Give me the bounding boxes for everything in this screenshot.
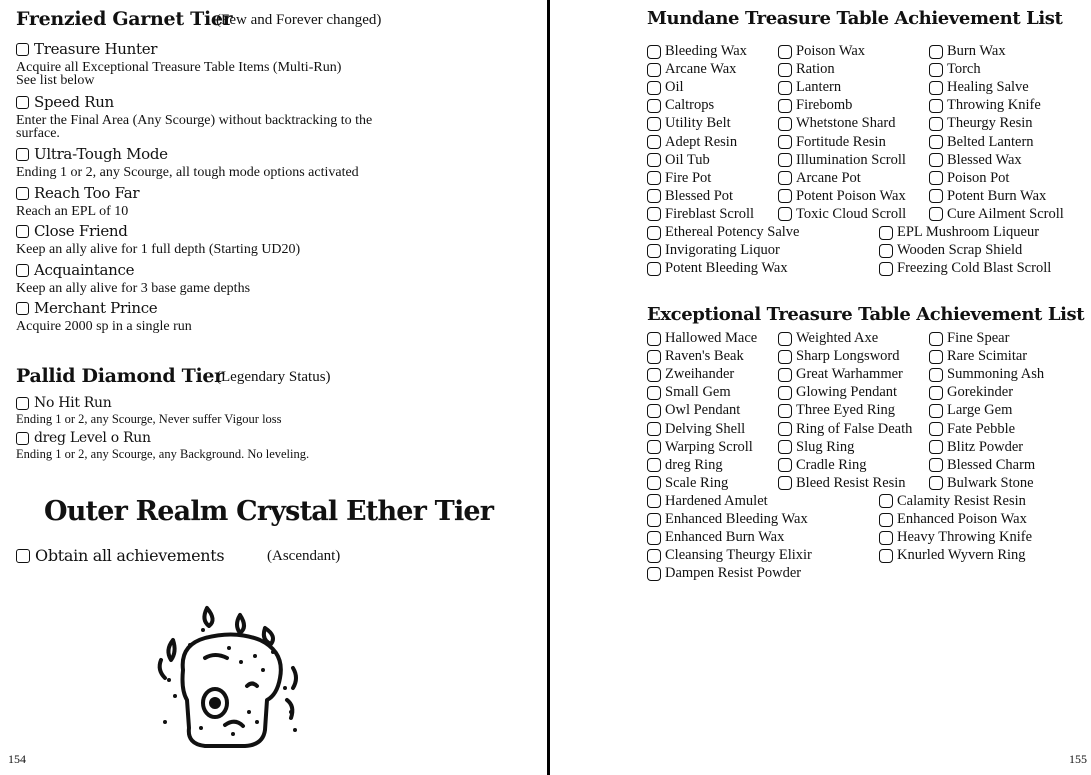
checkbox-icon[interactable]: [778, 207, 792, 221]
checkbox-icon[interactable]: [929, 45, 943, 59]
checklist-item[interactable]: [778, 348, 900, 365]
checklist-item-label: Illumination Scroll: [796, 151, 906, 168]
achievement-item: [16, 395, 111, 411]
checkbox-icon[interactable]: [16, 264, 29, 277]
checkbox-icon[interactable]: [16, 43, 29, 56]
achievement-item: [16, 430, 151, 446]
checklist-item[interactable]: [647, 115, 731, 132]
outer-achievement-label: Obtain all achievements: [35, 546, 225, 565]
checkbox-icon[interactable]: [879, 244, 893, 258]
checklist-item-label: Poison Wax: [796, 43, 866, 59]
checklist-item[interactable]: [929, 79, 1029, 96]
outer-achievement: [16, 546, 224, 565]
checklist-item[interactable]: [647, 384, 731, 401]
checklist-item-label: Adept Resin: [665, 133, 738, 150]
checkbox-icon[interactable]: [778, 476, 792, 490]
checklist-item[interactable]: [647, 224, 799, 241]
checklist-item[interactable]: [929, 61, 981, 78]
checkbox-icon[interactable]: [879, 513, 893, 527]
checkbox-icon[interactable]: [929, 153, 943, 167]
checkbox-icon[interactable]: [647, 207, 661, 221]
checklist-item-label: Invigorating Liquor: [665, 242, 780, 259]
checklist-item[interactable]: [929, 43, 1006, 60]
achievement-item: [16, 93, 114, 111]
checkbox-icon[interactable]: [647, 332, 661, 346]
checkbox-icon[interactable]: [778, 189, 792, 203]
page-number-right: 155: [1069, 752, 1087, 766]
checkbox-icon[interactable]: [778, 45, 792, 59]
achievement-description: Acquire all Exceptional Treasure Table Items (Multi-Run): [16, 60, 342, 75]
checklist-item-label: Blessed Pot: [665, 187, 734, 204]
checklist-item-label: Potent Bleeding Wax: [665, 260, 788, 277]
checkbox-icon[interactable]: [778, 332, 792, 346]
achievement-name: Close Friend: [34, 222, 128, 240]
checklist-item-label: Wooden Scrap Shield: [897, 242, 1023, 259]
checkbox-icon[interactable]: [647, 386, 661, 400]
checklist-item-label: Freezing Cold Blast Scroll: [897, 260, 1052, 277]
checkbox-icon[interactable]: [647, 494, 661, 508]
checklist-item[interactable]: [647, 475, 728, 492]
checkbox-icon[interactable]: [778, 440, 792, 454]
checklist-item[interactable]: [929, 348, 1027, 365]
checklist-item[interactable]: [879, 493, 1026, 510]
checkbox-icon[interactable]: [929, 81, 943, 95]
checklist-item-label: Large Gem: [947, 402, 1013, 419]
checkbox-icon[interactable]: [647, 99, 661, 113]
checklist-item-label: Weighted Axe: [796, 330, 879, 346]
checklist-item[interactable]: [778, 134, 886, 151]
checklist-item-label: Great Warhammer: [796, 366, 903, 383]
checklist-item-label: Hallowed Mace: [665, 330, 758, 346]
exceptional-list-title: Exceptional Treasure Table Achievement List: [647, 304, 1085, 325]
achievement-item: [16, 40, 157, 58]
checkbox-icon[interactable]: [647, 81, 661, 95]
checklist-item-label: Potent Burn Wax: [947, 187, 1047, 204]
checklist-item[interactable]: [929, 330, 1009, 347]
checkbox-icon[interactable]: [879, 549, 893, 563]
checklist-item-label: Oil Tub: [665, 151, 710, 168]
checklist-item[interactable]: [929, 115, 1033, 132]
checklist-item-label: Burn Wax: [947, 43, 1006, 59]
checklist-item-label: Calamity Resist Resin: [897, 492, 1026, 509]
achievement-name: Acquaintance: [34, 261, 135, 279]
checkbox-icon[interactable]: [778, 458, 792, 472]
achievement-description: Enter the Final Area (Any Scourge) without backtracking to the: [16, 113, 373, 128]
checklist-item-label: Ethereal Potency Salve: [665, 224, 800, 240]
checklist-item-label: Rare Scimitar: [947, 348, 1028, 365]
frenzied-tier-subtitle: (Few and Forever changed): [216, 12, 382, 28]
checklist-item[interactable]: [778, 115, 895, 132]
checkbox-icon[interactable]: [647, 226, 661, 240]
checklist-item[interactable]: [929, 188, 1046, 205]
checklist-item[interactable]: [929, 457, 1035, 474]
checkbox-icon[interactable]: [879, 262, 893, 276]
checkbox-icon[interactable]: [647, 244, 661, 258]
checklist-item-label: Utility Belt: [665, 115, 731, 132]
checkbox-icon[interactable]: [929, 171, 943, 185]
checklist-item-label: Cradle Ring: [796, 456, 867, 473]
checklist-item-label: Hardened Amulet: [665, 492, 768, 509]
checklist-item-label: Ration: [796, 61, 835, 78]
checklist-item[interactable]: [647, 97, 714, 114]
checklist-item[interactable]: [778, 384, 897, 401]
checkbox-icon[interactable]: [929, 189, 943, 203]
checkbox-icon[interactable]: [929, 332, 943, 346]
checklist-item[interactable]: [647, 529, 784, 546]
mundane-list-title: Mundane Treasure Table Achievement List: [647, 8, 1063, 29]
checklist-item-label: Fireblast Scroll: [665, 205, 755, 222]
checklist-item-label: Fortitude Resin: [796, 133, 886, 150]
checkbox-icon[interactable]: [929, 368, 943, 382]
checklist-item[interactable]: [879, 242, 1022, 259]
checklist-item-label: Heavy Throwing Knife: [897, 529, 1033, 546]
checklist-item[interactable]: [647, 43, 747, 60]
checkbox-icon[interactable]: [929, 135, 943, 149]
checkbox-icon[interactable]: [929, 386, 943, 400]
checkbox-icon[interactable]: [647, 63, 661, 77]
checklist-item[interactable]: [647, 206, 754, 223]
checklist-item-label: Bleeding Wax: [665, 43, 747, 59]
checkbox-icon[interactable]: [929, 404, 943, 418]
flaming-skull-icon: [145, 600, 320, 768]
checkbox-icon[interactable]: [647, 171, 661, 185]
achievement-name: No Hit Run: [34, 395, 112, 411]
checklist-item[interactable]: [647, 260, 788, 277]
checklist-item-label: Raven's Beak: [665, 348, 744, 365]
checkbox-icon[interactable]: [16, 549, 30, 563]
checkbox-icon[interactable]: [647, 567, 661, 581]
checkbox-icon[interactable]: [647, 476, 661, 490]
checkbox-icon[interactable]: [647, 440, 661, 454]
achievement-item: [16, 222, 128, 240]
pallid-tier-title: Pallid Diamond Tier: [16, 365, 224, 387]
checklist-item-label: Ring of False Death: [796, 420, 913, 437]
achievement-name: dreg Level o Run: [34, 430, 151, 446]
checklist-item-label: Firebomb: [796, 97, 853, 114]
checkbox-icon[interactable]: [16, 397, 29, 410]
checklist-item-label: Poison Pot: [947, 169, 1010, 186]
checklist-item[interactable]: [647, 366, 734, 383]
checklist-item[interactable]: [778, 457, 866, 474]
achievement-item: [16, 184, 139, 202]
checklist-item-label: Gorekinder: [947, 384, 1014, 401]
checklist-item[interactable]: [929, 97, 1041, 114]
achievement-item: [16, 299, 157, 317]
checklist-item-label: Caltrops: [665, 97, 715, 114]
checklist-item-label: Cleansing Theurgy Elixir: [665, 547, 812, 564]
checklist-item[interactable]: [647, 134, 737, 151]
achievement-description: Keep an ally alive for 3 base game depths: [16, 281, 251, 296]
achievement-name: Speed Run: [34, 93, 114, 111]
checkbox-icon[interactable]: [647, 422, 661, 436]
checklist-item-label: Toxic Cloud Scroll: [796, 205, 907, 222]
frenzied-tier-title: Frenzied Garnet Tier: [16, 8, 233, 30]
checkbox-icon[interactable]: [647, 153, 661, 167]
checklist-item[interactable]: [647, 457, 723, 474]
checkbox-icon[interactable]: [647, 45, 661, 59]
checklist-item[interactable]: [929, 134, 1034, 151]
checklist-item-label: Sharp Longsword: [796, 348, 900, 365]
checkbox-icon[interactable]: [879, 494, 893, 508]
checkbox-icon[interactable]: [778, 135, 792, 149]
checklist-item[interactable]: [778, 188, 906, 205]
checklist-item[interactable]: [879, 511, 1027, 528]
checklist-item[interactable]: [647, 511, 808, 528]
checkbox-icon[interactable]: [647, 513, 661, 527]
checkbox-icon[interactable]: [647, 350, 661, 364]
checklist-item[interactable]: [647, 547, 812, 564]
checklist-item[interactable]: [879, 547, 1026, 564]
achievement-name: Ultra-Tough Mode: [34, 145, 168, 163]
checkbox-icon[interactable]: [647, 531, 661, 545]
checkbox-icon[interactable]: [929, 440, 943, 454]
checklist-item-label: Fate Pebble: [947, 420, 1016, 437]
checklist-item-label: Enhanced Burn Wax: [665, 529, 785, 546]
pallid-tier-subtitle: (Legendary Status): [216, 369, 331, 385]
checkbox-icon[interactable]: [879, 531, 893, 545]
checklist-item[interactable]: [778, 61, 835, 78]
checkbox-icon[interactable]: [929, 476, 943, 490]
checklist-item[interactable]: [778, 170, 861, 187]
page-divider: [547, 0, 550, 775]
achievement-description: Ending 1 or 2, any Scourge, Never suffer Vigour loss: [16, 412, 282, 426]
checklist-item[interactable]: [647, 493, 768, 510]
checklist-item[interactable]: [879, 260, 1051, 277]
checklist-item-label: Healing Salve: [947, 79, 1029, 96]
checklist-item-label: Blitz Powder: [947, 438, 1024, 455]
achievement-description: surface.: [16, 126, 60, 141]
checklist-item-label: Bleed Resist Resin: [796, 474, 906, 491]
checkbox-icon[interactable]: [778, 153, 792, 167]
achievement-description: Keep an ally alive for 1 full depth (Starting UD20): [16, 242, 301, 257]
checkbox-icon[interactable]: [647, 117, 661, 131]
outer-tier-subtitle: (Ascendant): [267, 548, 341, 564]
checklist-item-label: Oil: [665, 79, 684, 96]
checklist-item-label: Fire Pot: [665, 169, 712, 186]
checkbox-icon[interactable]: [778, 386, 792, 400]
checklist-item[interactable]: [647, 348, 744, 365]
checkbox-icon[interactable]: [647, 189, 661, 203]
checklist-item-label: Knurled Wyvern Ring: [897, 547, 1026, 564]
checklist-item-label: Blessed Charm: [947, 456, 1036, 473]
checklist-item[interactable]: [647, 565, 801, 582]
checklist-item-label: Slug Ring: [796, 438, 855, 455]
checkbox-icon[interactable]: [778, 63, 792, 77]
checklist-item-label: Owl Pendant: [665, 402, 741, 419]
checklist-item[interactable]: [778, 475, 906, 492]
checklist-item[interactable]: [647, 330, 757, 347]
checklist-item[interactable]: [879, 529, 1032, 546]
checkbox-icon[interactable]: [16, 148, 29, 161]
checkbox-icon[interactable]: [929, 422, 943, 436]
checklist-item[interactable]: [778, 366, 903, 383]
checklist-item-label: Blessed Wax: [947, 151, 1022, 168]
checklist-item[interactable]: [778, 79, 841, 96]
checkbox-icon[interactable]: [647, 549, 661, 563]
checklist-item[interactable]: [647, 402, 740, 419]
checklist-item-label: Theurgy Resin: [947, 115, 1033, 132]
checkbox-icon[interactable]: [778, 171, 792, 185]
checkbox-icon[interactable]: [16, 96, 29, 109]
checklist-item[interactable]: [647, 170, 711, 187]
checkbox-icon[interactable]: [929, 117, 943, 131]
achievement-description: See list below: [16, 73, 95, 88]
checklist-item-label: Scale Ring: [665, 474, 729, 491]
checklist-item[interactable]: [778, 330, 878, 347]
checklist-item[interactable]: [778, 402, 895, 419]
checklist-item[interactable]: [778, 97, 852, 114]
checklist-item[interactable]: [929, 475, 1034, 492]
checklist-item[interactable]: [929, 421, 1015, 438]
checklist-item[interactable]: [929, 402, 1012, 419]
checklist-item[interactable]: [647, 439, 753, 456]
checklist-item-label: Throwing Knife: [947, 97, 1041, 114]
checklist-item[interactable]: [647, 421, 745, 438]
achievement-item: [16, 261, 134, 279]
checkbox-icon[interactable]: [929, 207, 943, 221]
checkbox-icon[interactable]: [929, 99, 943, 113]
checkbox-icon[interactable]: [16, 302, 29, 315]
checklist-item[interactable]: [879, 224, 1039, 241]
checkbox-icon[interactable]: [778, 117, 792, 131]
checklist-item-label: Enhanced Bleeding Wax: [665, 511, 808, 527]
right-page: [551, 0, 1091, 775]
checklist-item-label: Delving Shell: [665, 420, 746, 437]
checklist-item[interactable]: [778, 43, 865, 60]
checklist-item[interactable]: [778, 206, 906, 223]
checklist-item-label: Warping Scroll: [665, 438, 753, 455]
achievement-name: Treasure Hunter: [34, 40, 158, 58]
checklist-item-label: Glowing Pendant: [796, 384, 898, 401]
checkbox-icon[interactable]: [879, 226, 893, 240]
checkbox-icon[interactable]: [778, 350, 792, 364]
checklist-item[interactable]: [929, 152, 1022, 169]
checklist-item-label: dreg Ring: [665, 456, 723, 473]
checkbox-icon[interactable]: [647, 368, 661, 382]
achievement-description: Acquire 2000 sp in a single run: [16, 319, 192, 334]
checklist-item[interactable]: [778, 152, 906, 169]
achievement-name: Reach Too Far: [34, 184, 140, 202]
checkbox-icon[interactable]: [778, 422, 792, 436]
checklist-item[interactable]: [929, 384, 1013, 401]
checklist-item[interactable]: [929, 439, 1023, 456]
achievement-description: Ending 1 or 2, any Scourge, any Background. No leveling.: [16, 447, 310, 461]
checklist-item[interactable]: [929, 366, 1044, 383]
outer-tier-title: Outer Realm Crystal Ether Tier: [44, 496, 494, 527]
checklist-item-label: Arcane Pot: [796, 169, 861, 186]
checklist-item[interactable]: [929, 206, 1064, 223]
checklist-item[interactable]: [778, 421, 912, 438]
checklist-item-label: Enhanced Poison Wax: [897, 511, 1027, 527]
checkbox-icon[interactable]: [778, 81, 792, 95]
checkbox-icon[interactable]: [16, 225, 29, 238]
checkbox-icon[interactable]: [16, 432, 29, 445]
checklist-item-label: Torch: [947, 61, 981, 78]
checklist-item[interactable]: [647, 242, 780, 259]
checklist-item-label: Whetstone Shard: [796, 115, 896, 132]
checklist-item-label: EPL Mushroom Liqueur: [897, 224, 1040, 240]
checklist-item[interactable]: [647, 188, 733, 205]
checklist-item-label: Arcane Wax: [665, 61, 737, 78]
checklist-item-label: Summoning Ash: [947, 366, 1045, 383]
checklist-item-label: Zweihander: [665, 366, 735, 383]
checklist-item[interactable]: [647, 152, 710, 169]
achievement-name: Merchant Prince: [34, 299, 158, 317]
checklist-item-label: Potent Poison Wax: [796, 187, 906, 204]
checkbox-icon[interactable]: [929, 458, 943, 472]
checklist-item-label: Dampen Resist Powder: [665, 565, 802, 582]
checklist-item-label: Fine Spear: [947, 330, 1010, 346]
checkbox-icon[interactable]: [647, 404, 661, 418]
checkbox-icon[interactable]: [778, 404, 792, 418]
checklist-item-label: Belted Lantern: [947, 133, 1034, 150]
checklist-item-label: Small Gem: [665, 384, 731, 401]
checkbox-icon[interactable]: [647, 458, 661, 472]
checklist-item[interactable]: [647, 79, 684, 96]
checklist-item[interactable]: [778, 439, 854, 456]
checkbox-icon[interactable]: [778, 368, 792, 382]
checklist-item-label: Three Eyed Ring: [796, 402, 896, 419]
checklist-item-label: Lantern: [796, 79, 842, 96]
page-number-left: 154: [8, 752, 26, 766]
achievement-description: Reach an EPL of 10: [16, 204, 129, 219]
checkbox-icon[interactable]: [647, 262, 661, 276]
checkbox-icon[interactable]: [778, 99, 792, 113]
checkbox-icon[interactable]: [647, 135, 661, 149]
checkbox-icon[interactable]: [929, 350, 943, 364]
achievement-description: Ending 1 or 2, any Scourge, all tough mode options activated: [16, 165, 359, 180]
checklist-item-label: Bulwark Stone: [947, 474, 1034, 491]
checklist-item[interactable]: [647, 61, 736, 78]
checklist-item[interactable]: [929, 170, 1009, 187]
checkbox-icon[interactable]: [929, 63, 943, 77]
checkbox-icon[interactable]: [16, 187, 29, 200]
achievement-item: [16, 145, 168, 163]
checklist-item-label: Cure Ailment Scroll: [947, 205, 1064, 222]
